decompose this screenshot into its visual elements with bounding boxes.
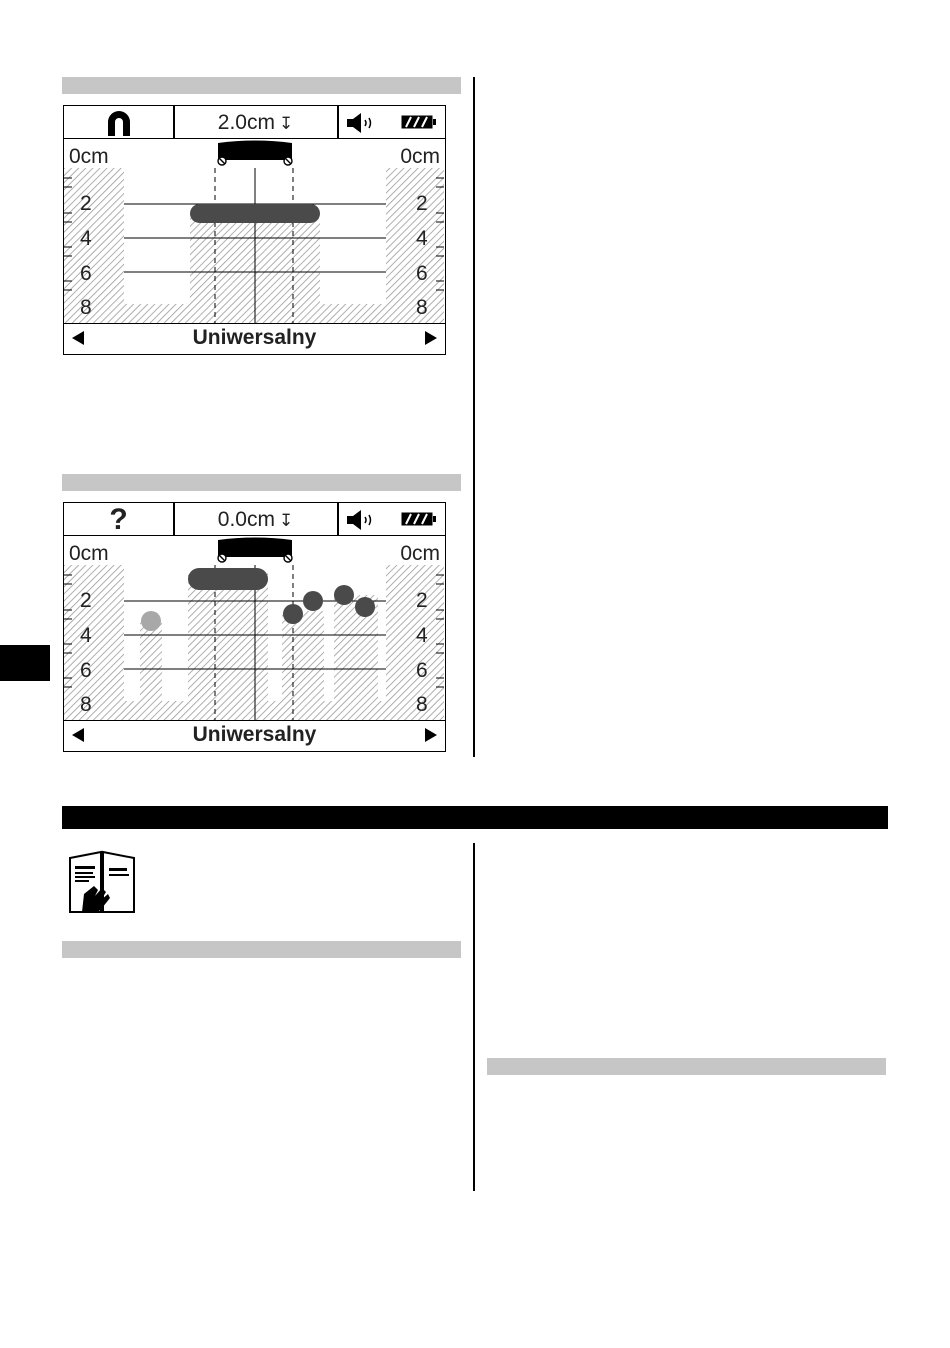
scale-label-right-2: 2: [416, 589, 428, 612]
scale-label-right-6: 6: [416, 262, 428, 285]
mode-selector[interactable]: [64, 720, 445, 751]
read-manual-icon: [68, 850, 136, 919]
mode-label: Uniwersalny: [192, 723, 317, 746]
left-zero-label: 0cm: [69, 542, 109, 565]
right-zero-label: 0cm: [400, 542, 440, 565]
hatch-right-edge: [386, 168, 444, 324]
scale-label-left-8: 8: [80, 296, 92, 319]
detected-object-bar: [190, 204, 320, 223]
mode-selector[interactable]: [64, 323, 445, 354]
scale-label-right-4: 4: [416, 227, 428, 250]
hatch-column-2: [188, 573, 268, 701]
scale-label-left-8: 8: [80, 693, 92, 716]
section-bar: [62, 941, 461, 958]
left-zero-label: 0cm: [69, 145, 109, 168]
depth-readout: 0.0cm ↧: [217, 508, 294, 531]
scan-field: [64, 565, 445, 721]
scale-label-right-4: 4: [416, 624, 428, 647]
scale-label-left-6: 6: [80, 262, 92, 285]
detected-object-dot-light: [141, 611, 161, 631]
detected-object-dot: [283, 604, 303, 624]
scale-label-left-2: 2: [80, 192, 92, 215]
scale-label-right-2: 2: [416, 192, 428, 215]
scale-label-left-4: 4: [80, 227, 92, 250]
scan-field: [64, 168, 445, 324]
scale-label-left-4: 4: [80, 624, 92, 647]
mode-label: Uniwersalny: [192, 326, 317, 349]
hatch-right-edge: [386, 565, 444, 721]
hatch-column-1: [140, 621, 162, 701]
question-mark-icon: ?: [109, 502, 128, 536]
detector-screen-1: [63, 105, 446, 355]
scale-label-right-8: 8: [416, 296, 428, 319]
right-zero-label: 0cm: [400, 145, 440, 168]
depth-readout: 2.0cm ↧: [217, 111, 294, 134]
detected-object-dot: [355, 597, 375, 617]
detector-screen-2: [63, 502, 446, 752]
column-divider: [473, 843, 475, 1191]
section-bar: [487, 1058, 886, 1075]
detected-object-dot: [303, 591, 323, 611]
magnet-icon: [64, 106, 173, 139]
chapter-tab: [0, 645, 50, 681]
hatch-column-3: [282, 611, 324, 701]
scale-label-left-2: 2: [80, 589, 92, 612]
depth-arrow-icon: ↧: [278, 114, 294, 133]
section-bar: [62, 474, 461, 491]
status-bar: [64, 503, 445, 536]
status-bar: [64, 106, 445, 139]
detected-object-dot: [334, 585, 354, 605]
speaker-icon: [346, 510, 378, 535]
arrow-right-icon[interactable]: [425, 331, 437, 345]
hatch-left-edge: [64, 168, 124, 324]
hatch-left-edge: [64, 565, 124, 721]
arrow-right-icon[interactable]: [425, 728, 437, 742]
section-bar: [62, 77, 461, 94]
section-heading-bar: [62, 806, 888, 829]
scale-label-right-8: 8: [416, 693, 428, 716]
column-divider: [473, 77, 475, 757]
battery-icon: [401, 115, 437, 134]
depth-arrow-icon: ↧: [278, 511, 294, 530]
scale-label-left-6: 6: [80, 659, 92, 682]
battery-icon: [401, 512, 437, 531]
scale-label-right-6: 6: [416, 659, 428, 682]
speaker-icon: [346, 113, 378, 138]
detected-object-bar: [188, 568, 268, 590]
